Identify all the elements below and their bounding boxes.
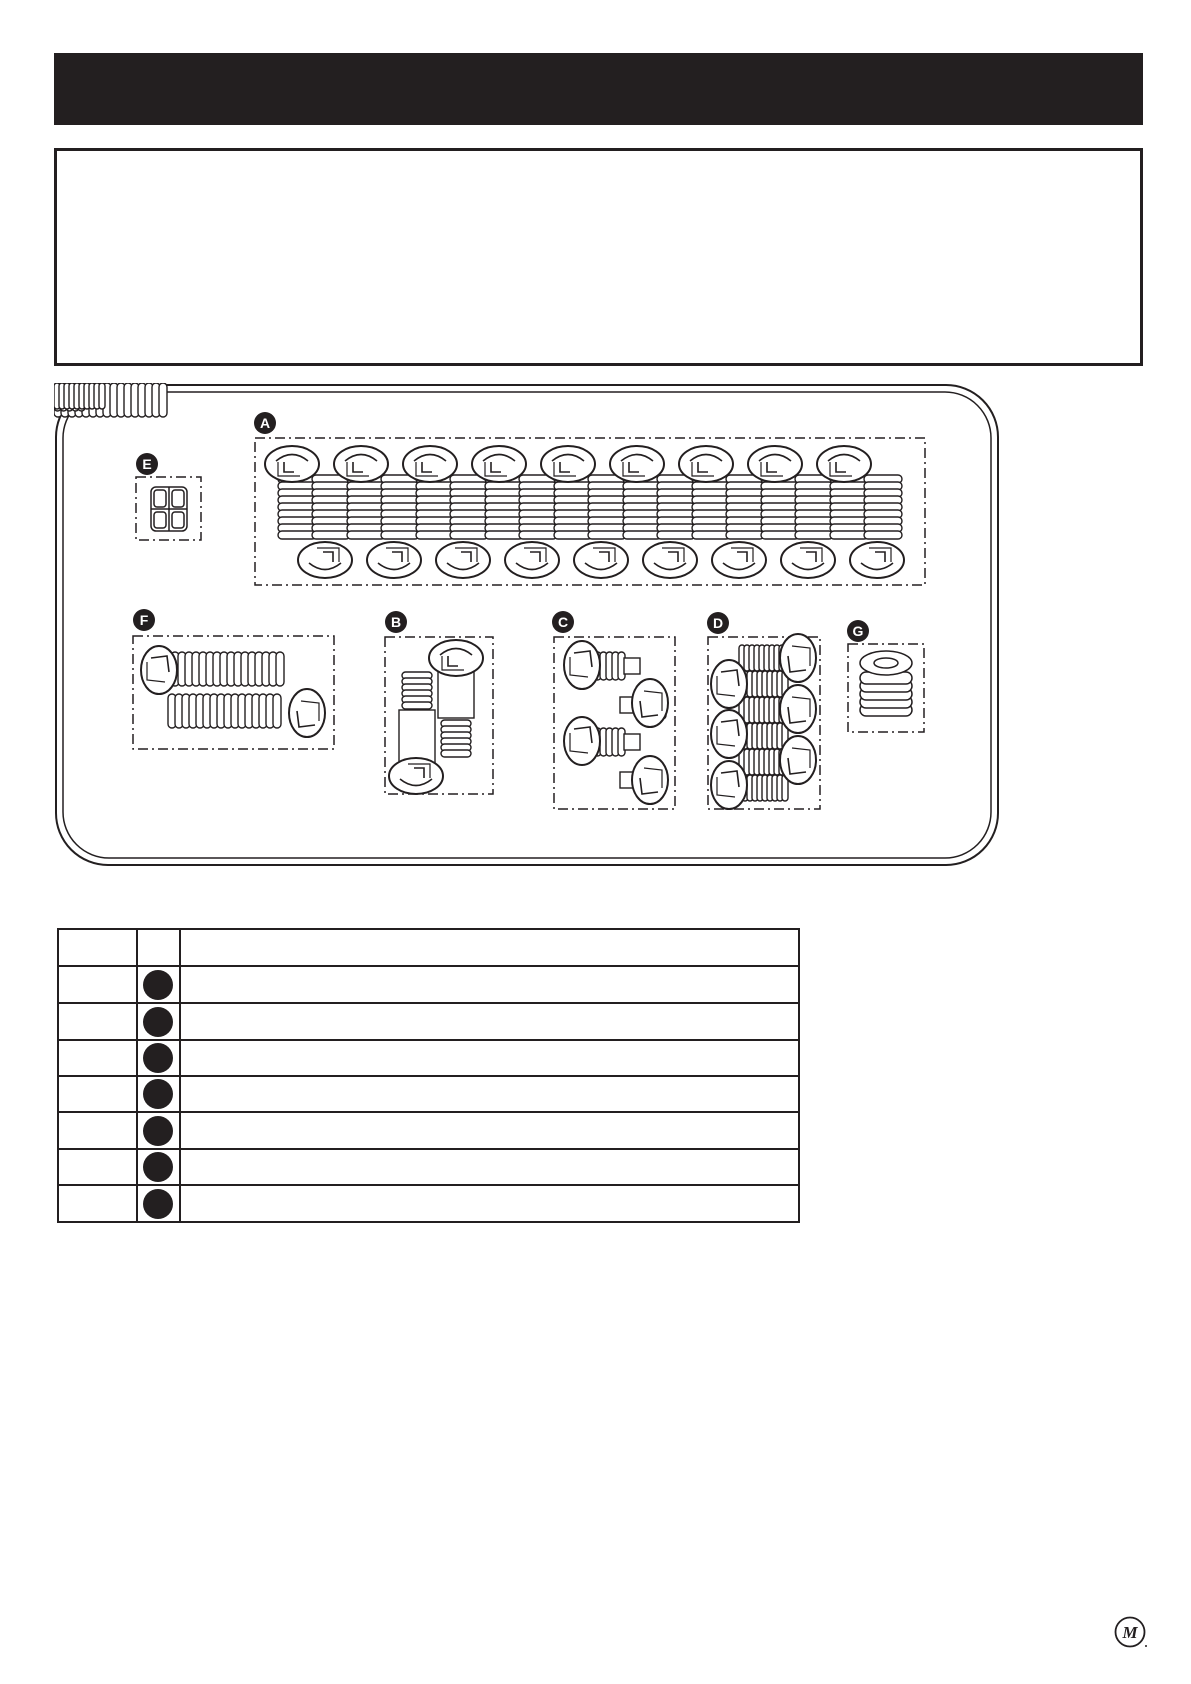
notice-box <box>54 148 1143 366</box>
group-b-letter: B <box>390 614 402 630</box>
parts-table <box>57 928 801 1224</box>
group-d-letter: D <box>712 615 724 631</box>
group-b-badge <box>385 611 407 633</box>
row-key-badge <box>143 970 173 1000</box>
table-row <box>143 1152 173 1182</box>
row-key-badge <box>143 1152 173 1182</box>
row-key-badge <box>143 1189 173 1219</box>
brand-logo-letter: M <box>1122 1623 1138 1642</box>
group-c-letter: C <box>557 614 569 630</box>
hardware-panel <box>54 383 1000 867</box>
row-key-badge <box>143 1007 173 1037</box>
row-key-badge <box>143 1079 173 1109</box>
group-e-letter: E <box>142 456 152 472</box>
group-g-letter: G <box>852 623 864 639</box>
group-a-letter: A <box>259 415 271 431</box>
row-key-badge <box>143 1043 173 1073</box>
row-key-badge <box>143 1116 173 1146</box>
group-a-badge <box>254 412 276 434</box>
group-g-badge <box>847 620 869 642</box>
group-e-badge <box>136 453 158 475</box>
table-row <box>143 1007 173 1037</box>
table-row <box>143 1079 173 1109</box>
group-c-badge <box>552 611 574 633</box>
table-row <box>143 1189 173 1219</box>
group-d-badge <box>707 612 729 634</box>
table-row <box>143 970 173 1000</box>
brand-logo-icon <box>1114 1616 1148 1650</box>
group-f-badge <box>133 609 155 631</box>
table-row <box>143 1116 173 1146</box>
header-bar <box>54 53 1143 125</box>
table-row <box>143 1043 173 1073</box>
group-f-letter: F <box>139 612 149 628</box>
